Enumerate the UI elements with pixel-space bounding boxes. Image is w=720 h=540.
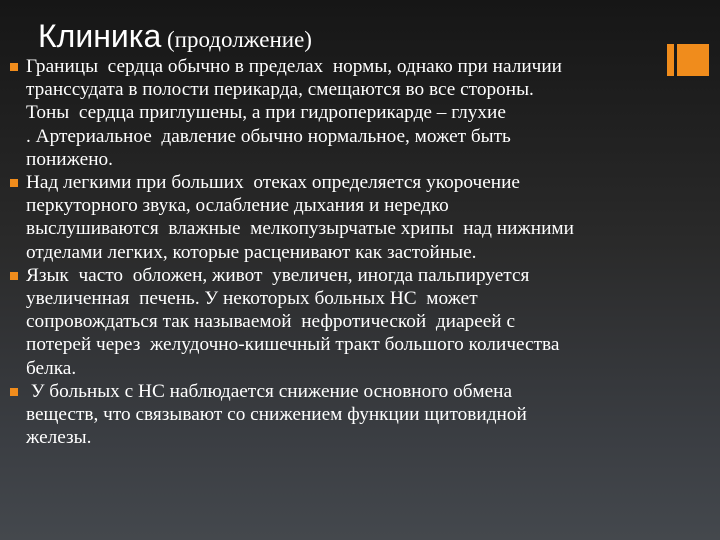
bullet-text: Над легкими при больших отеках определяется укорочение перкуторного звука, ослабление дыхания и нередко выслушиваются влажные мелкопузырчатые хрипы над нижними отделами легких, которые расценивают как застойные.: [26, 172, 574, 263]
bullet-item: [8, 264, 718, 380]
square-bullet-icon: [10, 272, 18, 280]
bullet-item: [8, 55, 718, 171]
title-subtitle: (продолжение): [161, 27, 312, 52]
square-bullet-icon: [10, 388, 18, 396]
bullet-text: Язык часто обложен, живот увеличен, иногда пальпируется увеличенная печень. У некоторых больных НС может сопровождаться так называемой нефротической диареей с потерей через желудочно-кишечный тракт большого количества белка.: [26, 264, 560, 379]
slide-title: [38, 20, 312, 52]
bullet-text: Границы сердца обычно в пределах нормы, однако при наличии транссудата в полости перикарда, смещаются во все стороны. Тоны сердца приглушены, а при гидроперикарде – глухие . Артериальное давление обычно нормальное, может быть понижено.: [26, 56, 562, 170]
square-bullet-icon: [10, 63, 18, 71]
bullet-list: [8, 55, 718, 449]
title-main: Клиника: [38, 18, 162, 54]
square-bullet-icon: [10, 179, 18, 187]
bullet-text: У больных с НС наблюдается снижение основного обмена веществ, что связывают со снижением функции щитовидной железы.: [26, 380, 527, 449]
bullet-item: [8, 380, 718, 450]
bullet-item: [8, 171, 718, 264]
